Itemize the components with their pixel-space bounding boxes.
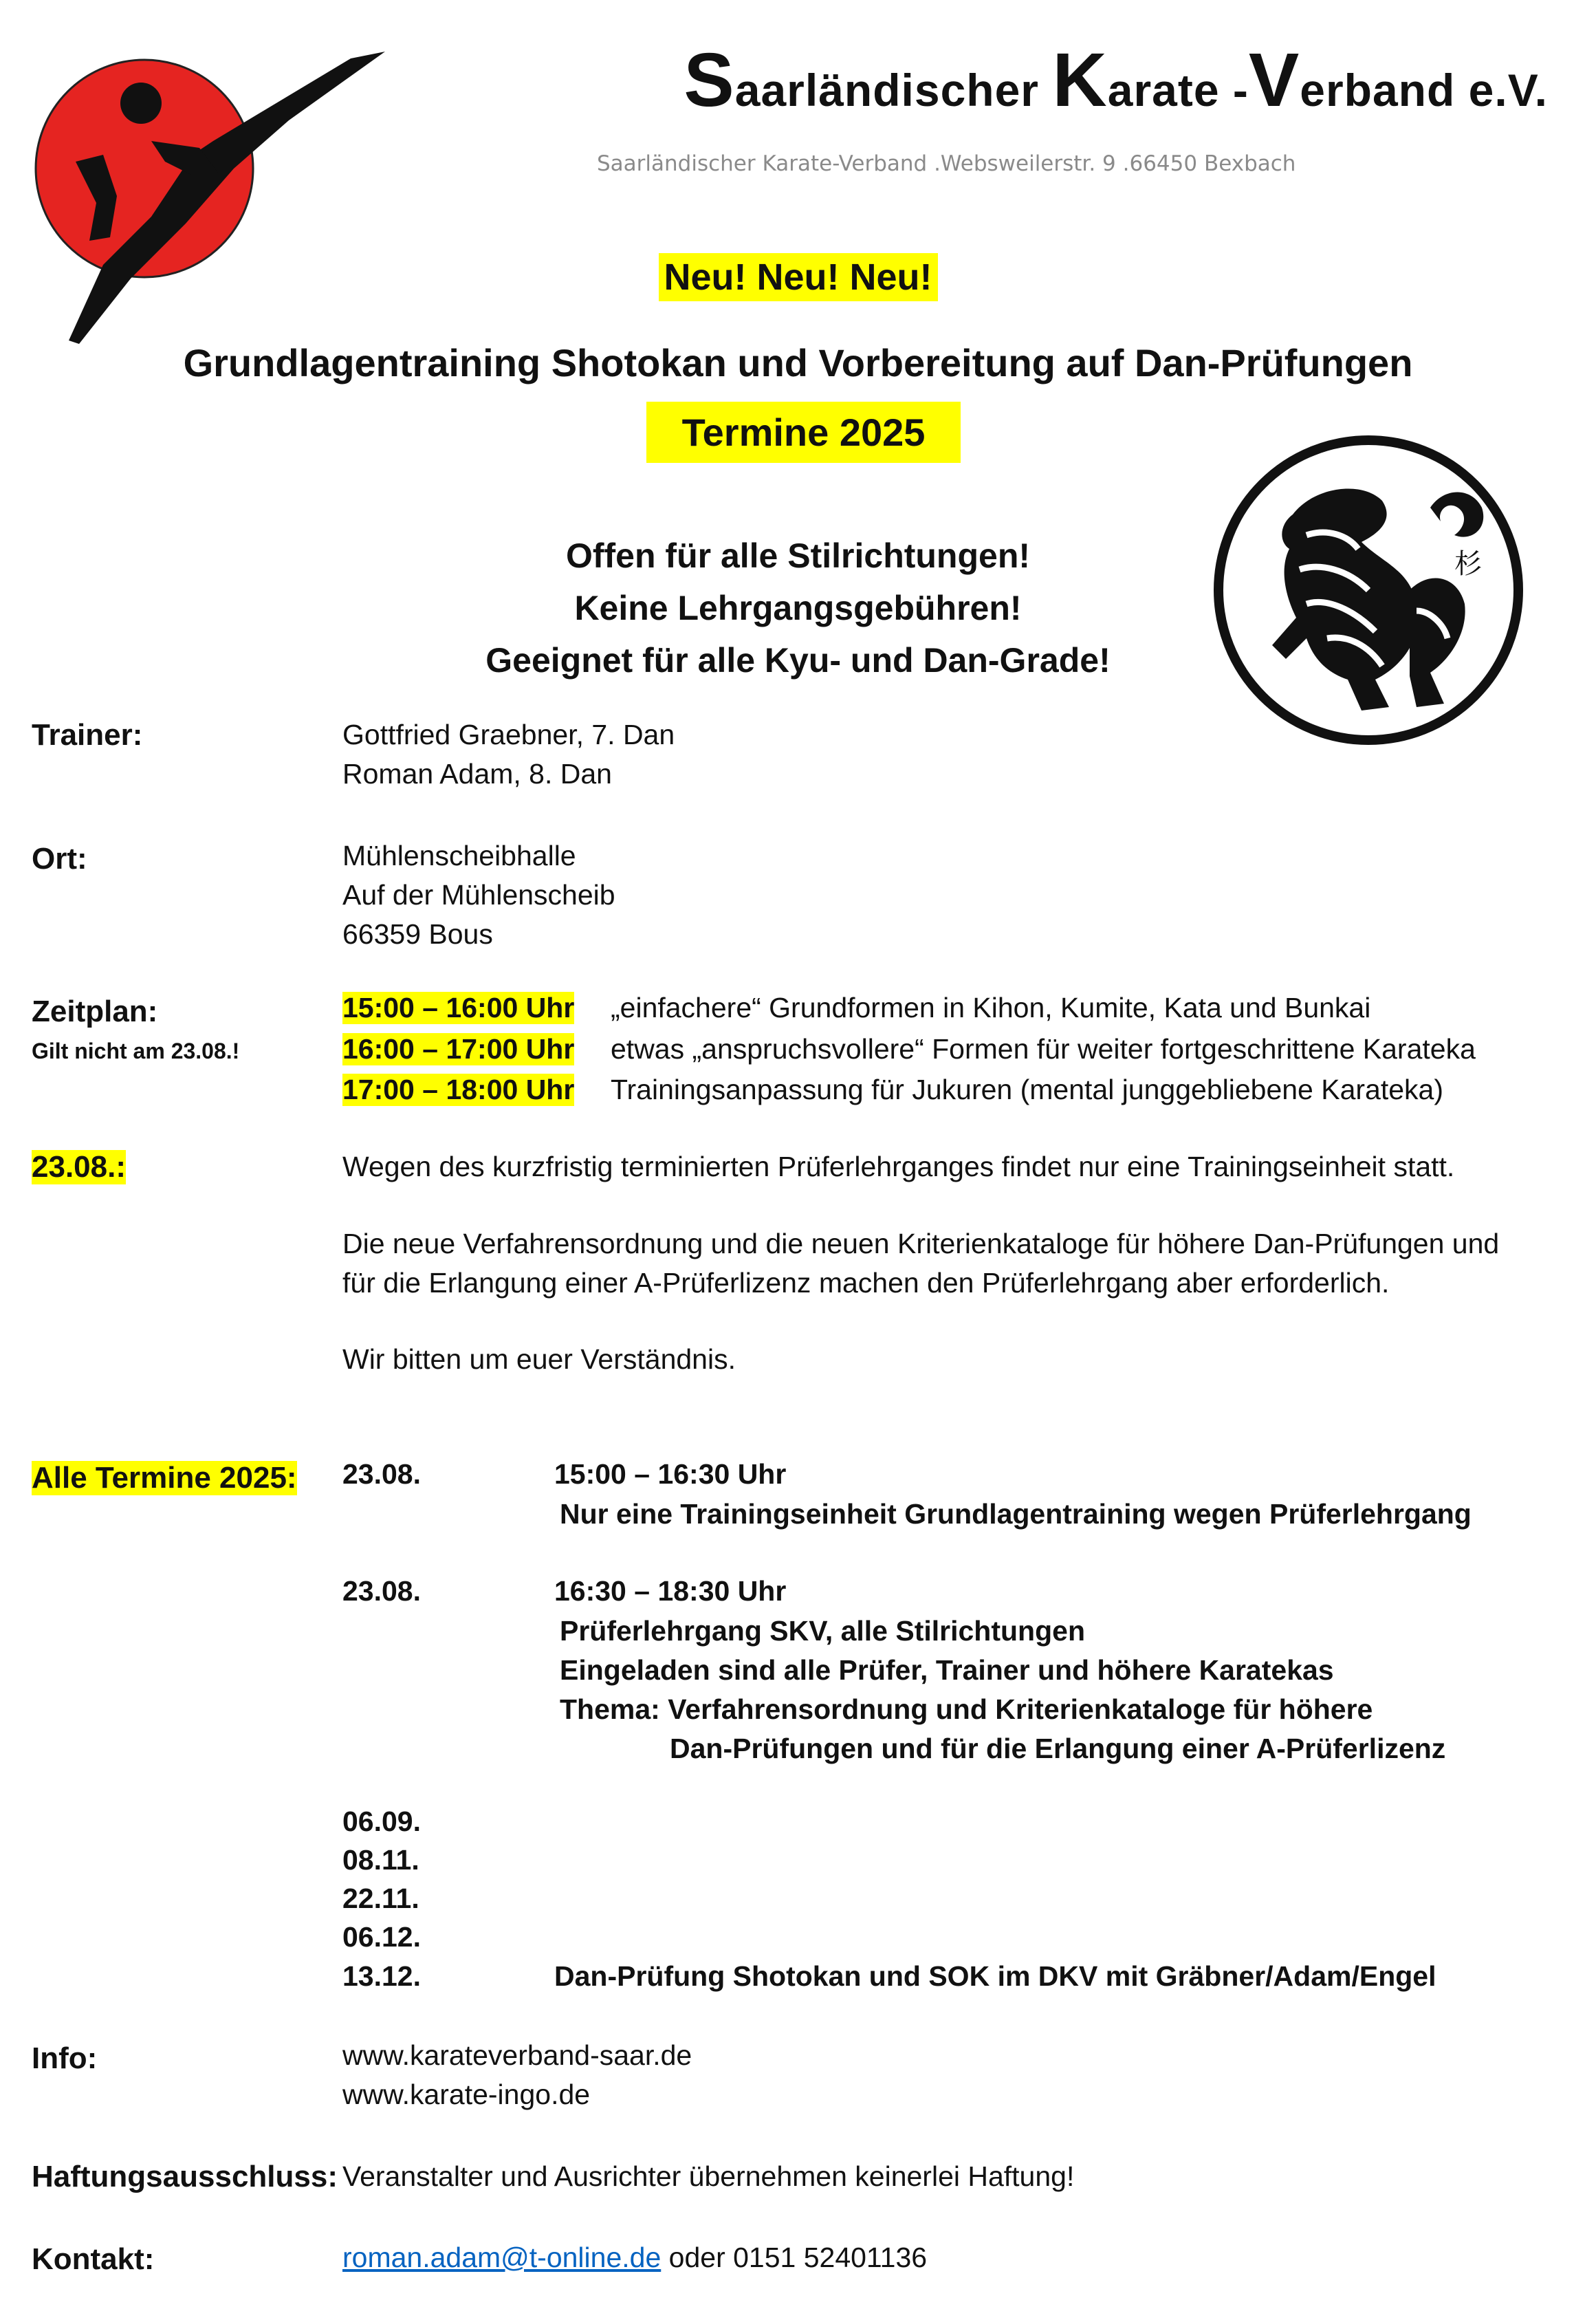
- new-banner-row: [0, 253, 1596, 301]
- zeitplan-label: Zeitplan:: [32, 995, 158, 1028]
- slogan-line: Geeignet für alle Kyu- und Dan-Grade!: [485, 641, 1111, 680]
- termin-time: 15:00 – 16:30 Uhr: [554, 1458, 787, 1490]
- schedule-desc: „einfachere“ Grundformen in Kihon, Kumite, Kata und Bunkai: [611, 992, 1371, 1023]
- haftung-text: Veranstalter und Ausrichter übernehmen keinerlei Haftung!: [342, 2160, 1075, 2192]
- schedule-time: 17:00 – 18:00 Uhr: [342, 1074, 575, 1105]
- termin-detail-line: Nur eine Trainingseinheit Grundlagentraining wegen Prüferlehrgang: [560, 1498, 1472, 1530]
- termin-entry: [342, 1458, 787, 1490]
- zeitplan-note: Gilt nicht am 23.08.!: [32, 1039, 240, 1063]
- info-label: Info:: [32, 2041, 98, 2075]
- termine-badge: Termine 2025: [646, 402, 961, 463]
- slogan-line: Offen für alle Stilrichtungen!: [565, 536, 1031, 575]
- termin-time: 16:30 – 18:30 Uhr: [554, 1575, 787, 1607]
- notice-p2: [342, 1224, 1499, 1303]
- haftung-label: Haftungsausschluss:: [32, 2160, 338, 2193]
- ort-line: Mühlenscheibhalle: [342, 840, 576, 871]
- ort-address: [342, 836, 615, 954]
- schedule-time: 16:00 – 17:00 Uhr: [342, 1033, 575, 1065]
- notice-p1: Wegen des kurzfristig terminierten Prüferlehrganges findet nur eine Trainingseinheit statt.: [342, 1151, 1455, 1182]
- association-address: Saarländischer Karate-Verband .Websweilerstr. 9 .66450 Bexbach: [597, 151, 1296, 176]
- termin-date: 23.08.: [342, 1458, 421, 1490]
- schedule-desc: Trainingsanpassung für Jukuren (mental junggebliebene Karateka): [611, 1074, 1444, 1105]
- trainer-list: [342, 715, 675, 794]
- termin-detail-line: Thema: Verfahrensordnung und Kriterienkataloge für höhere: [560, 1693, 1373, 1725]
- termin-date: 22.11.: [342, 1883, 419, 1914]
- info-link[interactable]: www.karate-ingo.de: [342, 2079, 591, 2110]
- new-banner: Neu! Neu! Neu!: [659, 253, 938, 301]
- slogan-line: Keine Lehrgangsgebühren!: [574, 589, 1022, 627]
- page-heading: Grundlagentraining Shotokan und Vorbereitung auf Dan-Prüfungen: [183, 341, 1413, 384]
- termin-detail-line: Dan-Prüfungen und für die Erlangung einer A-Prüferlizenz: [670, 1733, 1446, 1764]
- trainer-label: Trainer:: [32, 718, 143, 752]
- notice-label: 23.08.:: [32, 1150, 126, 1184]
- notice-p2-line: Die neue Verfahrensordnung und die neuen Kriterienkataloge für höhere Dan-Prüfungen und: [342, 1228, 1500, 1259]
- info-link[interactable]: www.karateverband-saar.de: [342, 2039, 692, 2071]
- phone-text: oder 0151 52401136: [661, 2242, 928, 2273]
- termin-detail-line: Eingeladen sind alle Prüfer, Trainer und höhere Karatekas: [560, 1654, 1334, 1686]
- schedule-time: 15:00 – 16:00 Uhr: [342, 992, 575, 1023]
- association-title: Saarländischer Karate -Verband e.V.: [684, 38, 1548, 122]
- termin-date: 23.08.: [342, 1575, 421, 1607]
- slogans: [0, 530, 1596, 686]
- kontakt-value: [342, 2238, 927, 2277]
- termin-date: 06.09.: [342, 1806, 421, 1837]
- skv-logo: [28, 38, 385, 361]
- notice-p3: Wir bitten um euer Verständnis.: [342, 1343, 736, 1375]
- termin-date: 08.11.: [342, 1844, 419, 1876]
- schedule-row: [342, 1033, 1476, 1065]
- svg-text:杉: 杉: [1454, 548, 1482, 580]
- schedule-row: [342, 992, 1371, 1024]
- alle-termine-label: Alle Termine 2025:: [32, 1461, 297, 1495]
- info-links: [342, 2036, 692, 2114]
- termin-date: 13.12.: [342, 1960, 421, 1992]
- termin-entry: [342, 1575, 787, 1607]
- termin-detail-line: Prüferlehrgang SKV, alle Stilrichtungen: [560, 1615, 1085, 1647]
- email-link[interactable]: roman.adam@t-online.de: [342, 2242, 662, 2273]
- schedule-row: [342, 1074, 1444, 1106]
- kontakt-label: Kontakt:: [32, 2242, 155, 2276]
- termin-details: [560, 1495, 1472, 1534]
- ort-label: Ort:: [32, 842, 87, 876]
- notice-p2-line: für die Erlangung einer A-Prüferlizenz machen den Prüferlehrgang aber erforderlich.: [342, 1267, 1390, 1299]
- ort-line: 66359 Bous: [342, 918, 493, 950]
- termin-date: 06.12.: [342, 1921, 421, 1953]
- ort-line: Auf der Mühlenscheib: [342, 879, 615, 911]
- termin-desc: Dan-Prüfung Shotokan und SOK im DKV mit Gräbner/Adam/Engel: [554, 1960, 1436, 1992]
- termin-details: [560, 1612, 1445, 1768]
- schedule-desc: etwas „anspruchsvollere“ Formen für weiter fortgeschrittene Karateka: [611, 1033, 1476, 1065]
- trainer-name: Roman Adam, 8. Dan: [342, 758, 612, 790]
- trainer-name: Gottfried Graebner, 7. Dan: [342, 719, 675, 750]
- termin-entry: [342, 1960, 1436, 1993]
